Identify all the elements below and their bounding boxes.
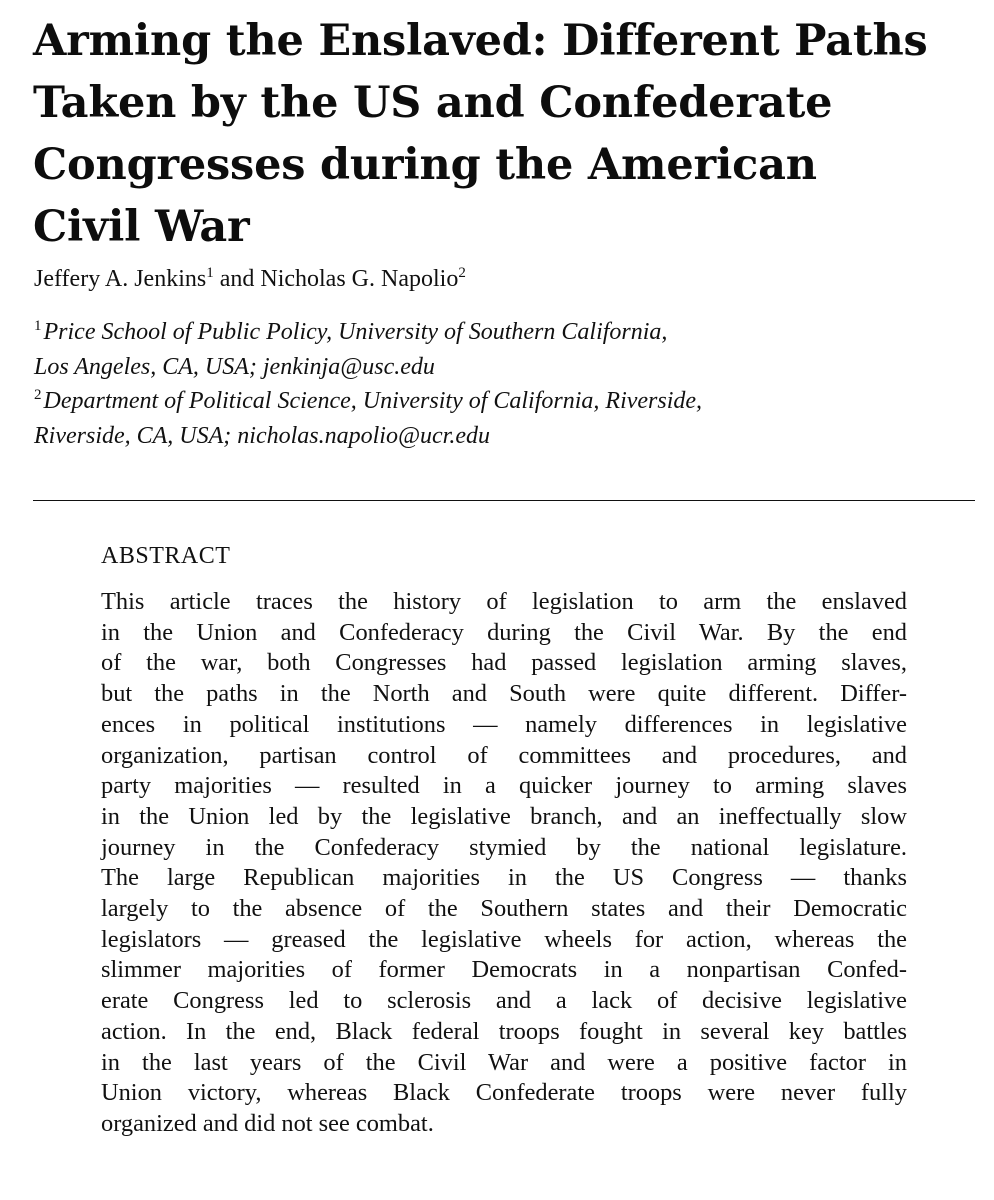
abstract-line: party majorities — resulted in a quicker journey to arming slaves	[101, 772, 907, 800]
abstract-line: in the last years of the Civil War and were a positive factor in	[101, 1048, 907, 1076]
affiliation-mark: 1	[34, 318, 42, 334]
affiliation-mark: 1	[206, 265, 214, 281]
abstract-line: This article traces the history of legislation to arm the enslaved	[101, 588, 907, 615]
abstract-line: erate Congress led to sclerosis and a lack of decisive legislative	[101, 987, 907, 1015]
affiliation-text: Price School of Public Policy, University of Southern California,	[43, 319, 668, 345]
author-connector: and	[219, 266, 255, 292]
abstract-line: slimmer majorities of former Democrats in a nonpartisan Confed-	[101, 956, 907, 984]
abstract-line: Union victory, whereas Black Confederate troops were never fully	[101, 1079, 907, 1107]
title-line: Taken by the US and Confederate	[33, 78, 833, 128]
abstract-line: in the Union led by the legislative branch, and an ineffectually slow	[101, 802, 907, 830]
author-name: Nicholas G. Napolio	[260, 266, 459, 292]
abstract-line: journey in the Confederacy stymied by the national legislature.	[101, 833, 907, 861]
affiliation-mark: 2	[458, 265, 466, 281]
affiliations	[34, 315, 702, 453]
affiliation-line: Riverside, CA, USA; nicholas.napolio@ucr.edu	[34, 422, 491, 449]
abstract-line: but the paths in the North and South were quite different. Differ-	[101, 680, 907, 708]
horizontal-rule	[33, 500, 975, 501]
abstract-line: organized and did not see combat.	[101, 1109, 434, 1137]
abstract-line: in the Union and Confederacy during the Civil War. By the end	[101, 618, 907, 646]
title-line: Congresses during the American	[33, 140, 817, 190]
title-line: Civil War	[33, 202, 250, 252]
abstract-line: The large Republican majorities in the US Congress — thanks	[101, 864, 907, 892]
affiliation-text: Department of Political Science, University of California, Riverside,	[43, 388, 703, 414]
affiliation-mark: 2	[34, 387, 42, 403]
affiliation-line	[34, 315, 702, 350]
abstract-line: largely to the absence of the Southern states and their Democratic	[101, 895, 907, 923]
abstract-line: of the war, both Congresses had passed legislation arming slaves,	[101, 649, 907, 677]
abstract-heading: ABSTRACT	[101, 543, 231, 569]
abstract-line: legislators — greased the legislative wheels for action, whereas the	[101, 925, 907, 953]
abstract-line: ences in political institutions — namely differences in legislative	[101, 710, 907, 738]
author-name: Jeffery A. Jenkins	[34, 266, 207, 292]
abstract-line: action. In the end, Black federal troops fought in several key battles	[101, 1017, 907, 1045]
paper-title	[33, 10, 963, 258]
abstract-line: organization, partisan control of committees and procedures, and	[101, 741, 907, 769]
author-line	[34, 263, 466, 295]
abstract-body	[101, 587, 907, 1140]
affiliation-line	[34, 384, 702, 419]
affiliation-line: Los Angeles, CA, USA; jenkinja@usc.edu	[34, 353, 435, 380]
title-line: Arming the Enslaved: Different Paths	[33, 16, 928, 66]
